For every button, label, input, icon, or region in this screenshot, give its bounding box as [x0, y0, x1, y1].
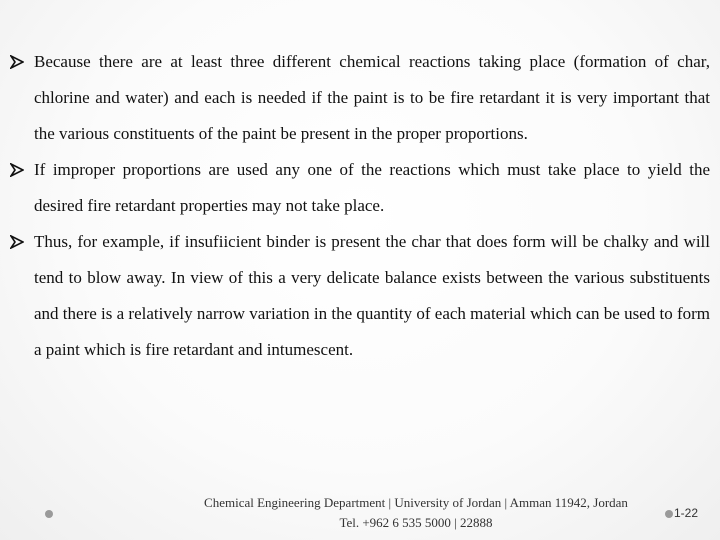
- bullet-text: Thus, for example, if insufiicient binder is present the char that does form will be chalky and will tend to blow away. In view of this a very delicate balance exists between the various substituents and there is a relatively narrow variation in the quantity of each material which can be used to form a paint which is fire retardant and intumescent.: [34, 232, 710, 359]
- arrow-bullet-icon: [10, 44, 26, 80]
- footer-department: Chemical Engineering Department | University of Jordan | Amman 11942, Jordan: [204, 495, 628, 510]
- footer-dot-left: [45, 510, 53, 518]
- bullet-item-3: [10, 224, 710, 368]
- bullet-text: Because there are at least three different chemical reactions taking place (formation of char, chlorine and water) and each is needed if the paint is to be fire retardant it is very important that the various constituents of the paint be present in the proper proportions.: [34, 52, 710, 143]
- page-number: 1-22: [674, 506, 699, 520]
- bullet-list: [10, 44, 710, 368]
- bullet-text: If improper proportions are used any one of the reactions which must take place to yield the desired fire retardant properties may not take place.: [34, 160, 710, 215]
- footer-dot-right: [665, 510, 673, 518]
- bullet-item-1: [10, 44, 710, 152]
- footer-phone: Tel. +962 6 535 5000 | 22888: [339, 515, 493, 530]
- bullet-item-2: [10, 152, 710, 224]
- arrow-bullet-icon: [10, 152, 26, 188]
- arrow-bullet-icon: [10, 224, 26, 260]
- footer: [160, 493, 672, 533]
